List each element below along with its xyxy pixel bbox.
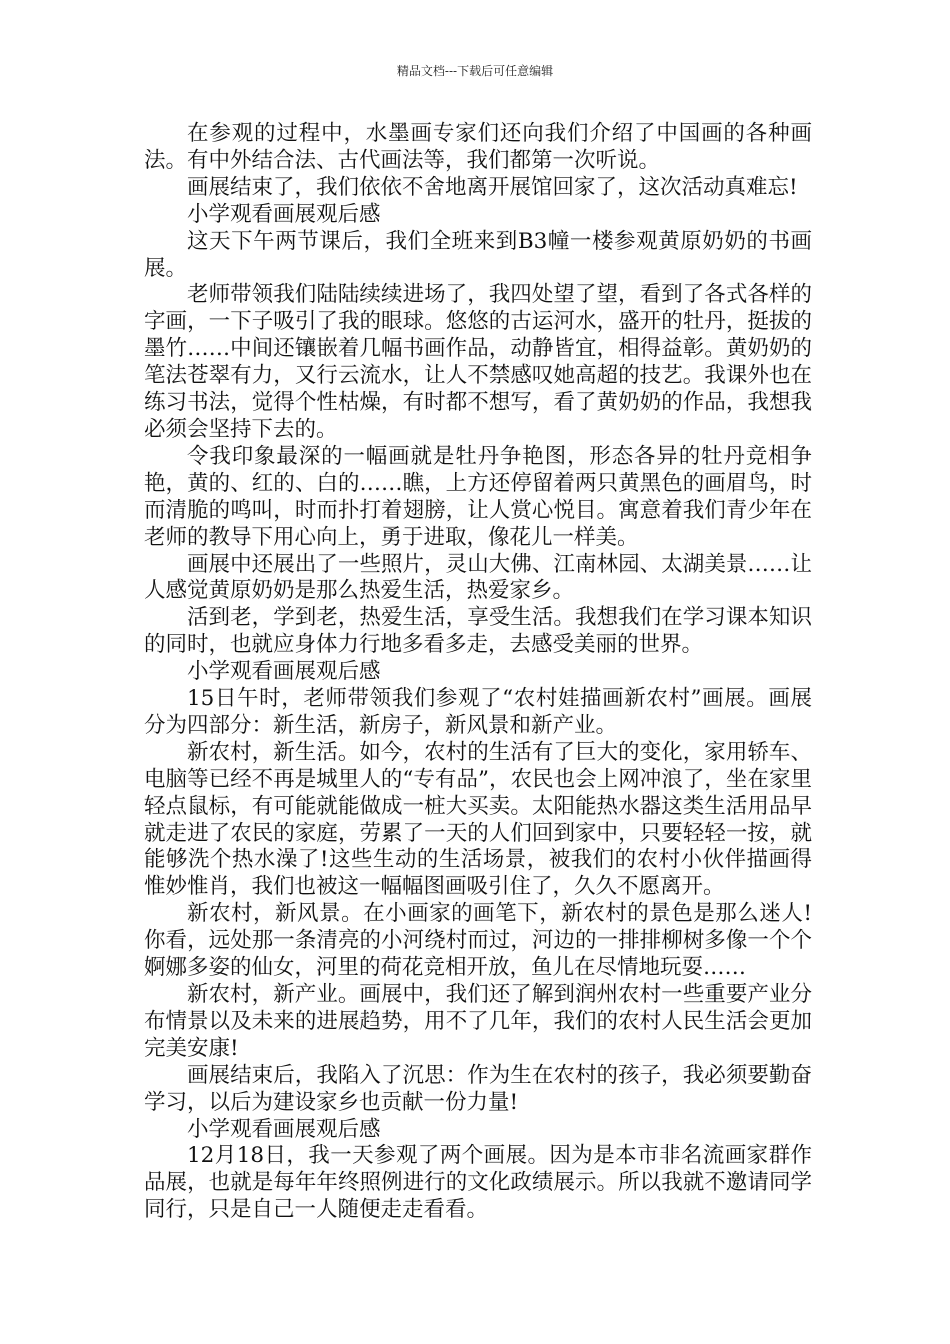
paragraph: 画展中还展出了一些照片，灵山大佛、江南林园、太湖美景……让人感觉黄原奶奶是那么热爱生活，热爱家乡。	[144, 551, 812, 604]
paragraph: 12月18日，我一天参观了两个画展。因为是本市非名流画家群作品展，也就是每年年终照例进行的文化政绩展示。所以我就不邀请同学同行，只是自己一人随便走走看看。	[144, 1143, 812, 1223]
page-header: 精品文档---下载后可任意编辑	[396, 64, 554, 78]
paragraph: 在参观的过程中，水墨画专家们还向我们介绍了中国画的各种画法。有中外结合法、古代画法等，我们都第一次听说。	[144, 121, 812, 173]
paragraph: 画展结束了，我们依依不舍地离开展馆回家了，这次活动真难忘!	[187, 174, 798, 200]
paragraph: 新农村，新风景。在小画家的画笔下，新农村的景色是那么迷人!你看，远处那一条清亮的小河绕村而过，河边的一排排柳树多像一个个婀娜多姿的仙女，河里的荷花竞相开放，鱼儿在尽情地玩耍……	[144, 901, 812, 981]
paragraph: 老师带领我们陆陆续续进场了，我四处望了望，看到了各式各样的字画，一下子吸引了我的眼球。悠悠的古运河水，盛开的牡丹，挺拔的墨竹……中间还镶嵌着几幅书画作品，动静皆宜，相得益彰。黄奶奶的笔法苍翠有力，又行云流水，让人不禁感叹她高超的技艺。我课外也在练习书法，觉得个性枯燥，有时都不想写，看了黄奶奶的作品，我想我必须会坚持下去的。	[144, 282, 812, 442]
section-heading: 小学观看画展观后感	[187, 201, 381, 227]
paragraph: 这天下午两节课后，我们全班来到B3幢一楼参观黄原奶奶的书画展。	[144, 228, 812, 281]
paragraph: 活到老，学到老，热爱生活，享受生活。我想我们在学习课本知识的同时，也就应身体力行地多看多走，去感受美丽的世界。	[144, 605, 812, 658]
paragraph: 画展结束后，我陷入了沉思：作为生在农村的孩子，我必须要勤奋学习，以后为建设家乡也贡献一份力量!	[144, 1062, 812, 1115]
paragraph: 新农村，新生活。如今，农村的生活有了巨大的变化，家用轿车、电脑等已经不再是城里人的“专有品”，农民也会上网冲浪了，坐在家里轻点鼠标，有可能就能做成一桩大买卖。太阳能热水器这类生活用品早就走进了农民的家庭，劳累了一天的人们回到家中，只要轻轻一按，就能够洗个热水澡了!这些生动的生活场景，被我们的农村小伙伴描画得惟妙惟肖，我们也被这一幅幅图画吸引住了，久久不愿离开。	[144, 739, 812, 900]
document-body	[144, 121, 812, 1224]
section-heading: 小学观看画展观后感	[187, 659, 381, 685]
paragraph: 新农村，新产业。画展中，我们还了解到润州农村一些重要产业分布情景以及未来的进展趋势，用不了几年，我们的农村人民生活会更加完美安康!	[144, 982, 812, 1061]
section-heading: 小学观看画展观后感	[187, 1116, 381, 1142]
paragraph: 15日午时，老师带领我们参观了“农村娃描画新农村”画展。画展分为四部分：新生活，新房子，新风景和新产业。	[144, 686, 812, 738]
paragraph: 令我印象最深的一幅画就是牡丹争艳图，形态各异的牡丹竞相争艳，黄的、红的、白的……瞧，上方还停留着两只黄黑色的画眉鸟，时而清脆的鸣叫，时而扑打着翅膀，让人赏心悦目。寓意着我们青少年在老师的教导下用心向上，勇于进取，像花儿一样美。	[144, 443, 812, 550]
